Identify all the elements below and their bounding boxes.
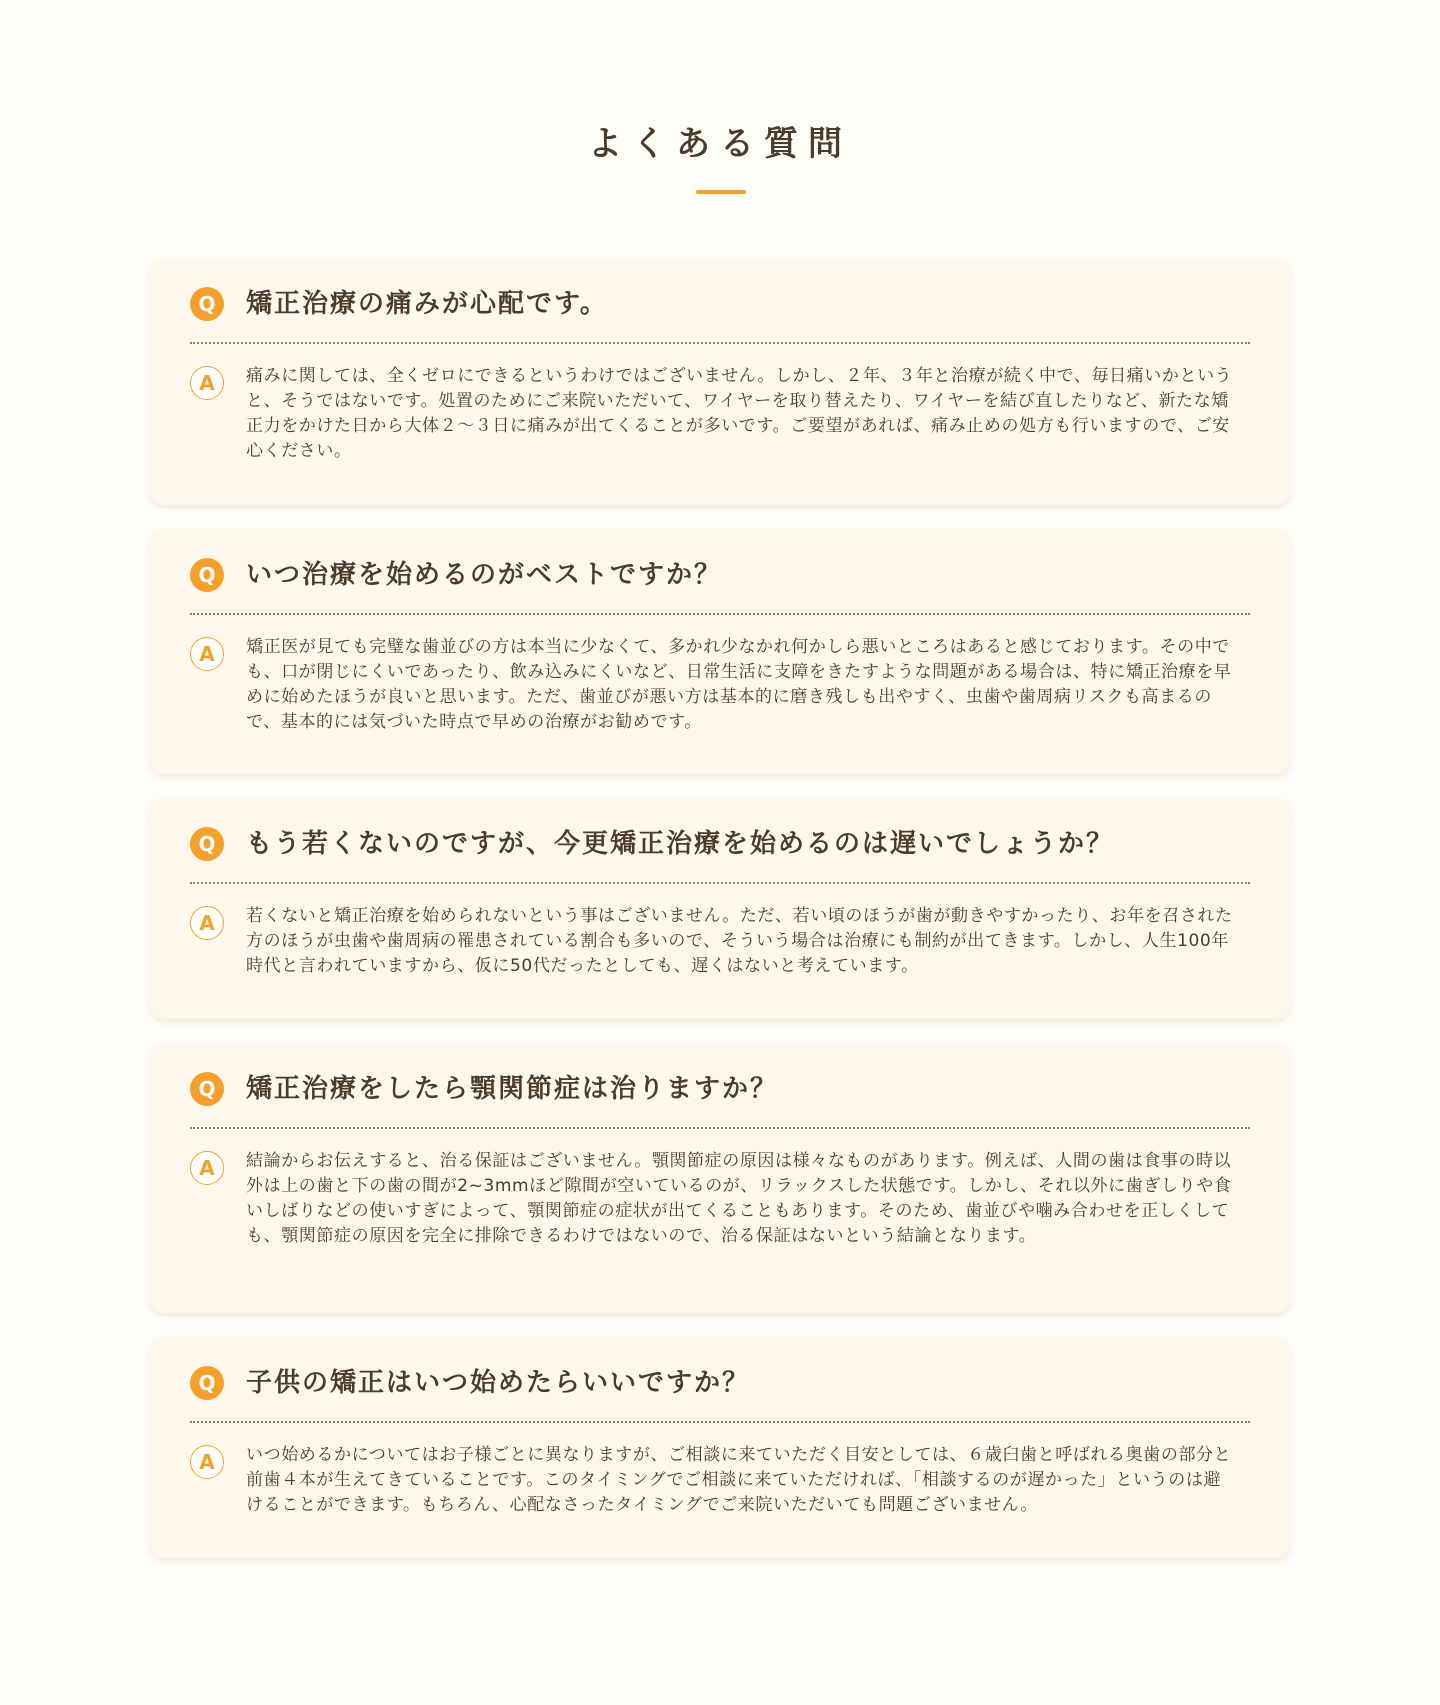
- faq-item: [150, 1337, 1290, 1558]
- question-badge-icon: Q: [190, 1072, 224, 1106]
- answer-badge-icon: A: [190, 1445, 224, 1479]
- question-row: [190, 1365, 1250, 1401]
- question-badge-icon: Q: [190, 1366, 224, 1400]
- question-row: [190, 1071, 1250, 1107]
- dotted-divider: [190, 1421, 1250, 1423]
- faq-item: [150, 529, 1290, 774]
- answer-text: 痛みに関しては、全くゼロにできるというわけではございません。しかし、２年、３年と治療が続く中で、毎日痛いかというと、そうではないです。処置のためにご来院いただいて、ワイヤーを取り替えたり、ワイヤーを結び直したりなど、新たな矯正力をかけた日から大体２〜３日に痛みが出てくることが多いです。ご要望があれば、痛み止めの処方も行いますので、ご安心ください。: [246, 366, 1233, 461]
- answer-badge-icon: A: [190, 366, 224, 400]
- question-row: [190, 557, 1250, 593]
- dotted-divider: [190, 613, 1250, 615]
- section-title: よくある質問: [588, 124, 852, 164]
- dotted-divider: [190, 342, 1250, 344]
- question-text: 矯正治療をしたら顎関節症は治りますか？: [246, 1074, 779, 1104]
- answer-text: 結論からお伝えすると、治る保証はございません。顎関節症の原因は様々なものがあります。例えば、人間の歯は食事の時以外は上の歯と下の歯の間が2~3mmほど隙間が空いているのが、リラックスした状態です。しかし、それ以外に歯ぎしりや食いしばりなどの使いすぎによって、顎関節症の症状が出てくることもあります。そのため、歯並びや噛み合わせを正しくしても、顎関節症の原因を完全に排除できるわけではないので、治る保証はないという結論となります。: [246, 1151, 1232, 1246]
- answer-text: 矯正医が見ても完璧な歯並びの方は本当に少なくて、多かれ少なかれ何かしら悪いところはあると感じております。その中でも、口が閉じにくいであったり、飲み込みにくいなど、日常生活に支障をきたすような問題がある場合は、特に矯正治療を早めに始めたほうが良いと思います。ただ、歯並びが悪い方は基本的に磨き残しも出やすく、虫歯や歯周病リスクも高まるので、基本的には気づいた時点で早めの治療がお勧めです。: [246, 637, 1232, 732]
- answer-badge-icon: A: [190, 1151, 224, 1185]
- answer-row: [190, 904, 1250, 979]
- dotted-divider: [190, 1127, 1250, 1129]
- question-text: 子供の矯正はいつ始めたらいいですか？: [246, 1368, 751, 1398]
- faq-list: [150, 258, 1290, 1582]
- answer-row: [190, 1443, 1250, 1518]
- answer-badge-icon: A: [190, 637, 224, 671]
- title-underline: [696, 190, 746, 194]
- faq-item: [150, 798, 1290, 1019]
- faq-item: [150, 1043, 1290, 1313]
- question-text: もう若くないのですが、今更矯正治療を始めるのは遅いでしょうか？: [246, 829, 1115, 859]
- question-badge-icon: Q: [190, 827, 224, 861]
- question-row: [190, 826, 1250, 862]
- answer-row: [190, 1149, 1250, 1249]
- answer-row: [190, 364, 1250, 464]
- answer-text: いつ始めるかについてはお子様ごとに異なりますが、ご相談に来ていただく目安としては、６歳臼歯と呼ばれる奥歯の部分と前歯４本が生えてきていることです。このタイミングでご相談に来ていただければ、「相談するのが遅かった」というのは避けることができます。もちろん、心配なさったタイミングでご来院いただいても問題ございません。: [246, 1445, 1232, 1515]
- question-text: 矯正治療の痛みが心配です。: [246, 289, 608, 319]
- answer-badge-icon: A: [190, 906, 224, 940]
- answer-row: [190, 635, 1250, 735]
- question-badge-icon: Q: [190, 287, 224, 321]
- answer-text: 若くないと矯正治療を始められないという事はございません。ただ、若い頃のほうが歯が動きやすかったり、お年を召された方のほうが虫歯や歯周病の罹患されている割合も多いので、そういう場合は治療にも制約が出てきます。しかし、人生100年時代と言われていますから、仮に50代だったとしても、遅くはないと考えています。: [246, 906, 1233, 976]
- dotted-divider: [190, 882, 1250, 884]
- faq-item: [150, 258, 1290, 505]
- question-row: [190, 286, 1250, 322]
- question-text: いつ治療を始めるのがベストですか？: [246, 560, 723, 590]
- question-badge-icon: Q: [190, 558, 224, 592]
